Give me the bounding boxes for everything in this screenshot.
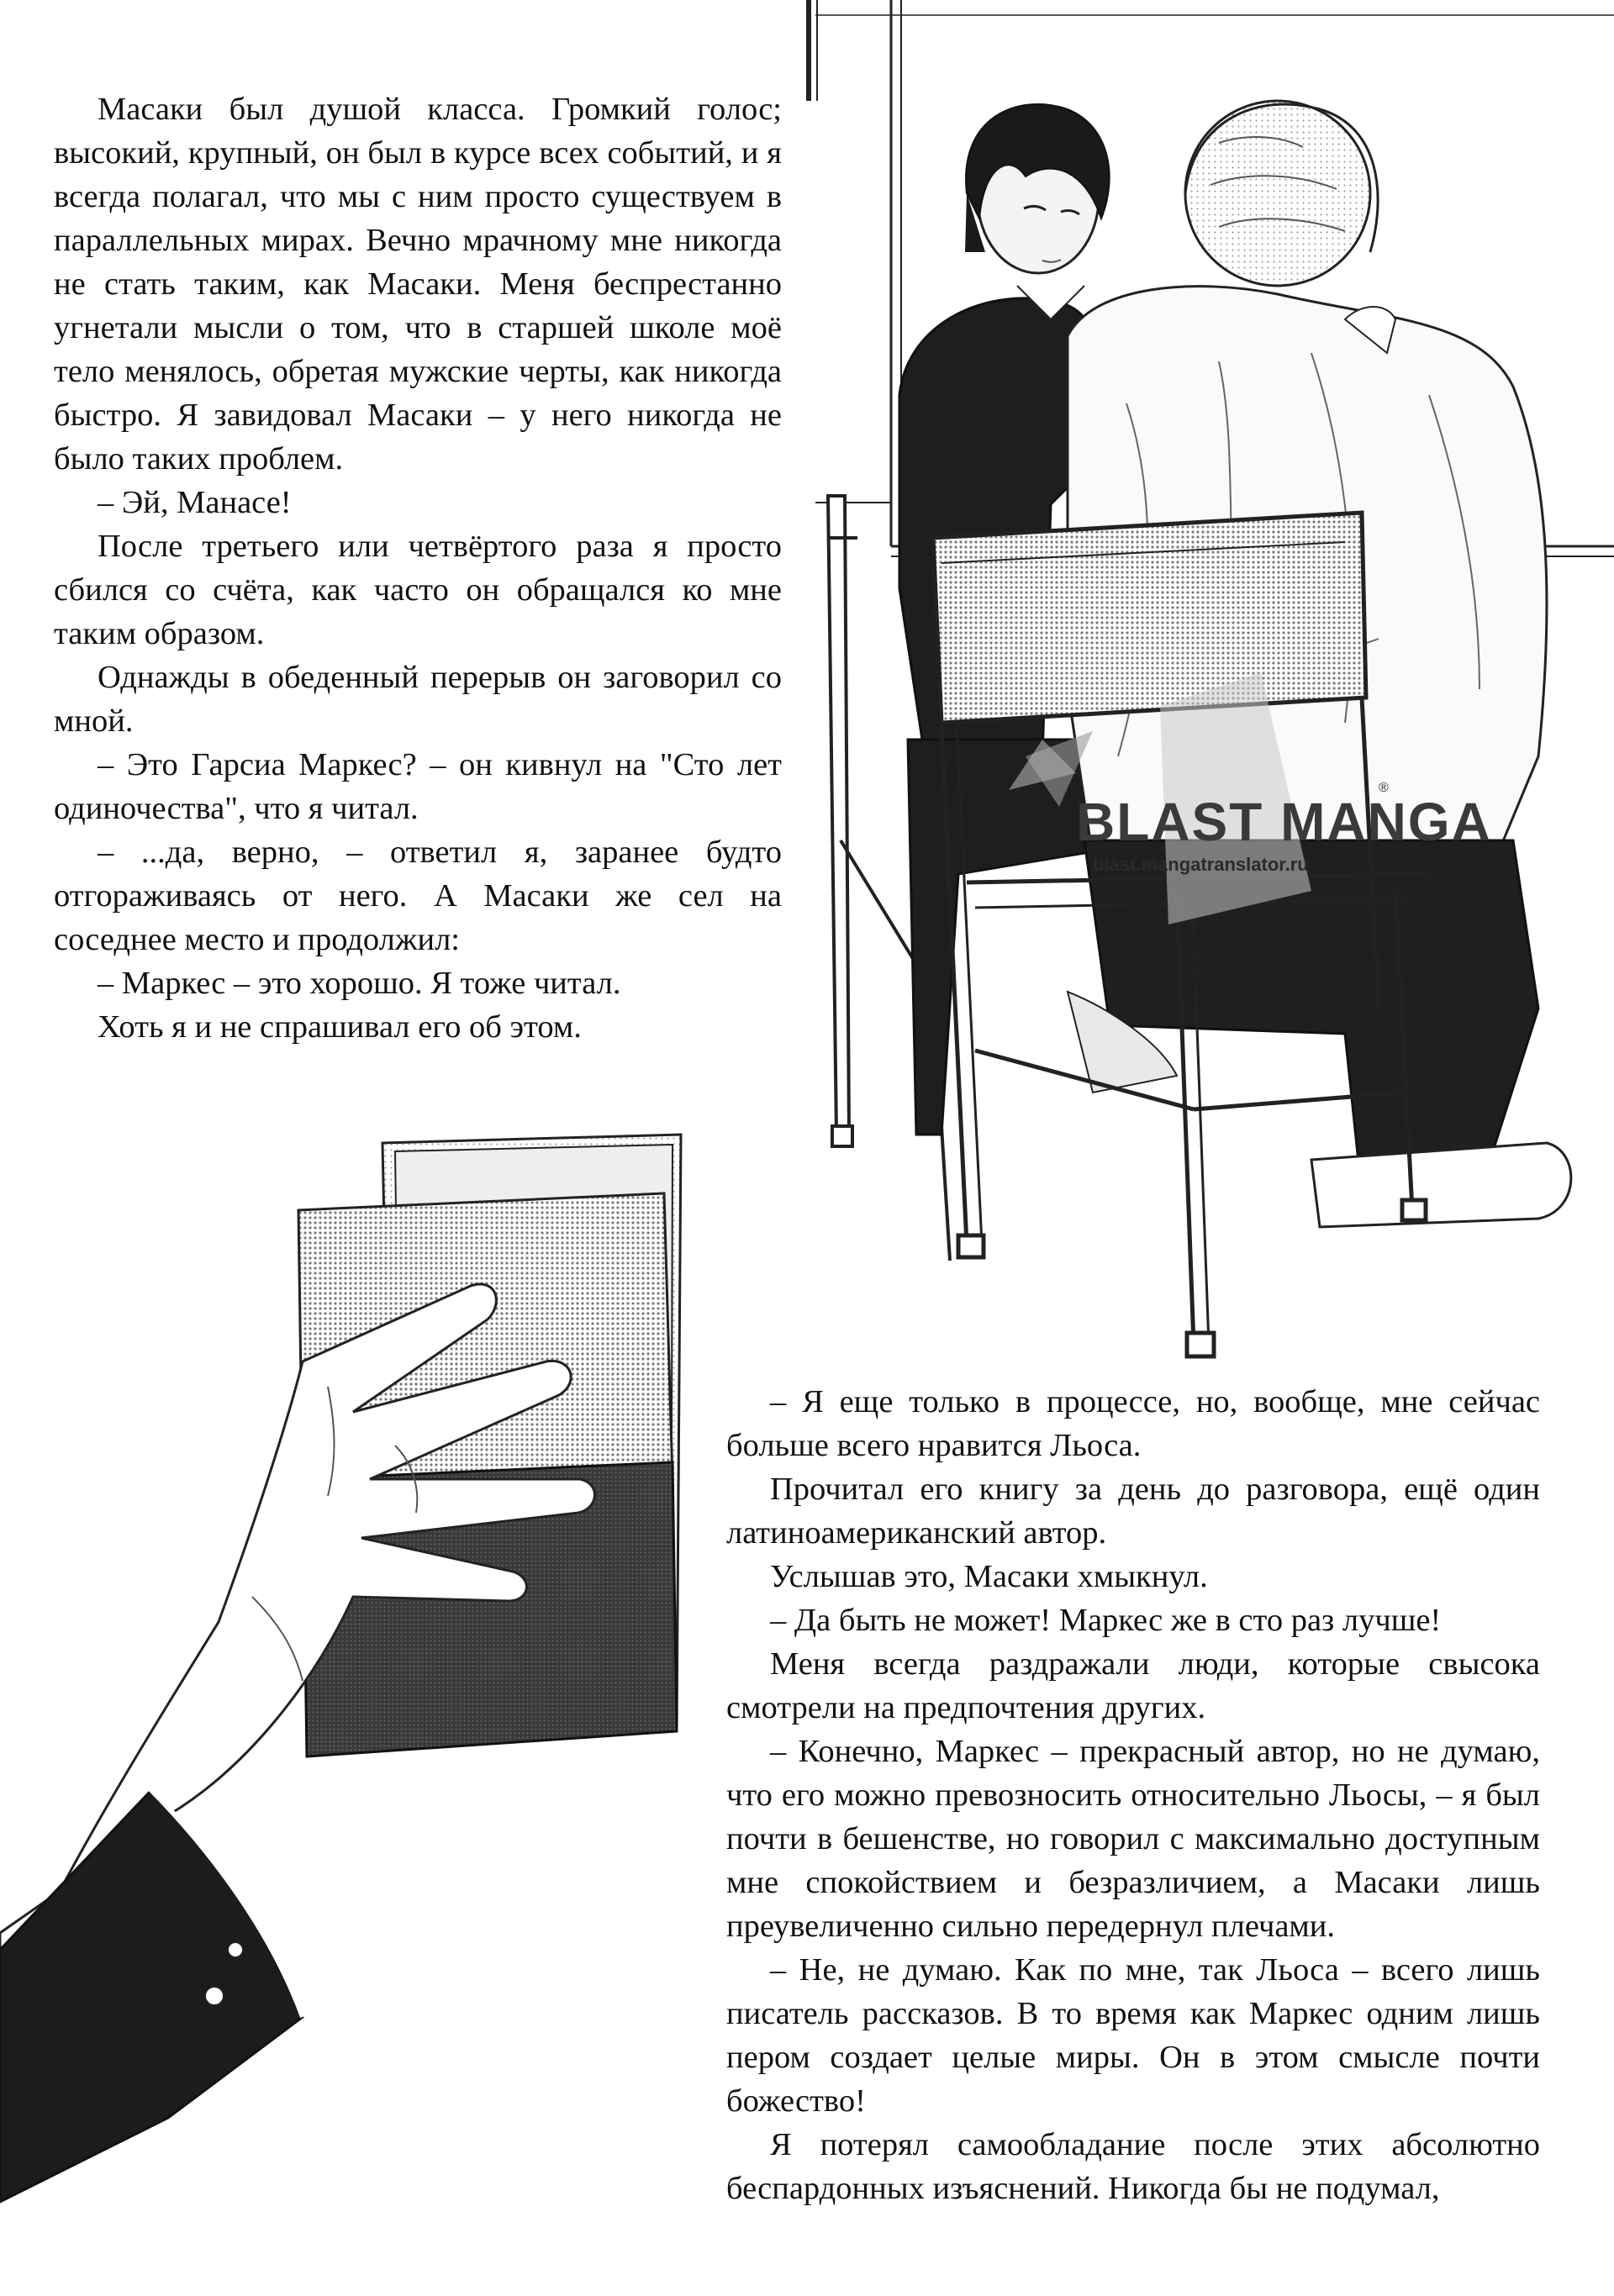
- watermark-title: BLAST MANGA: [1076, 792, 1492, 852]
- paragraph: – Маркес – это хорошо. Я тоже читал.: [98, 966, 621, 1001]
- paragraph: Я потерял самообладание после этих абсолютно беспардонных изъяснений. Никогда бы не подумал,: [726, 2127, 1540, 2206]
- paragraph: – Я еще только в процессе, но, вообще, мне сейчас больше всего нравится Льоса.: [726, 1384, 1540, 1463]
- paragraph: Хоть я и не спрашивал его об этом.: [98, 1009, 582, 1045]
- paragraph: После третьего или четвёртого раза я просто сбился со счёта, как часто он обращался ко мне таким образом.: [54, 529, 782, 651]
- hand-with-book-illustration: [0, 1135, 681, 2202]
- paragraph: Однажды в обеденный перерыв он заговорил со мной.: [54, 660, 782, 739]
- paragraph: – Это Гарсиа Маркес? – он кивнул на "Сто лет одиночества", что я читал.: [54, 747, 782, 826]
- watermark-registered-mark: ®: [1379, 781, 1389, 795]
- paragraph: – Эй, Манасе!: [98, 485, 292, 520]
- story-text-bottom: [726, 1380, 1540, 2210]
- paragraph: Прочитал его книгу за день до разговора, ещё один латиноамериканский автор.: [726, 1472, 1540, 1551]
- watermark-url: blast.mangatranslator.ru: [1093, 854, 1309, 875]
- paragraph: – Конечно, Маркес – прекрасный автор, но не думаю, что его можно превозносить относительно Льосы, – я был почти в бешенстве, но говорил с максимально доступным мне спокойствием и безразличием, а Масаки лишь преувеличенно сильно передернул плечами.: [726, 1734, 1540, 1944]
- story-text-top: [54, 87, 782, 1049]
- paragraph: – Да быть не может! Маркес же в сто раз лучше!: [770, 1603, 1442, 1638]
- paragraph: Меня всегда раздражали люди, которые свысока смотрели на предпочтения других.: [726, 1646, 1540, 1725]
- paragraph: – ...да, верно, – ответил я, заранее будто отгораживаясь от него. А Масаки же сел на соседнее место и продолжил:: [54, 835, 782, 957]
- paragraph: – Не, не думаю. Как по мне, так Льоса – всего лишь писатель рассказов. В то время как Маркес одним лишь пером создает целые миры. Он в этом смысле почти божество!: [726, 1952, 1540, 2119]
- paragraph: Услышав это, Масаки хмыкнул.: [770, 1559, 1208, 1594]
- paragraph: Масаки был душой класса. Громкий голос; высокий, крупный, он был в курсе всех событий, и я всегда полагал, что мы с ним просто существуем в параллельных мирах. Вечно мрачному мне никогда не стать таким, как Масаки. Меня беспрестанно угнетали мысли о том, что в старшей школе моё тело менялось, обретая мужские черты, как никогда быстро. Я завидовал Масаки – у него никогда не было таких проблем.: [54, 92, 782, 477]
